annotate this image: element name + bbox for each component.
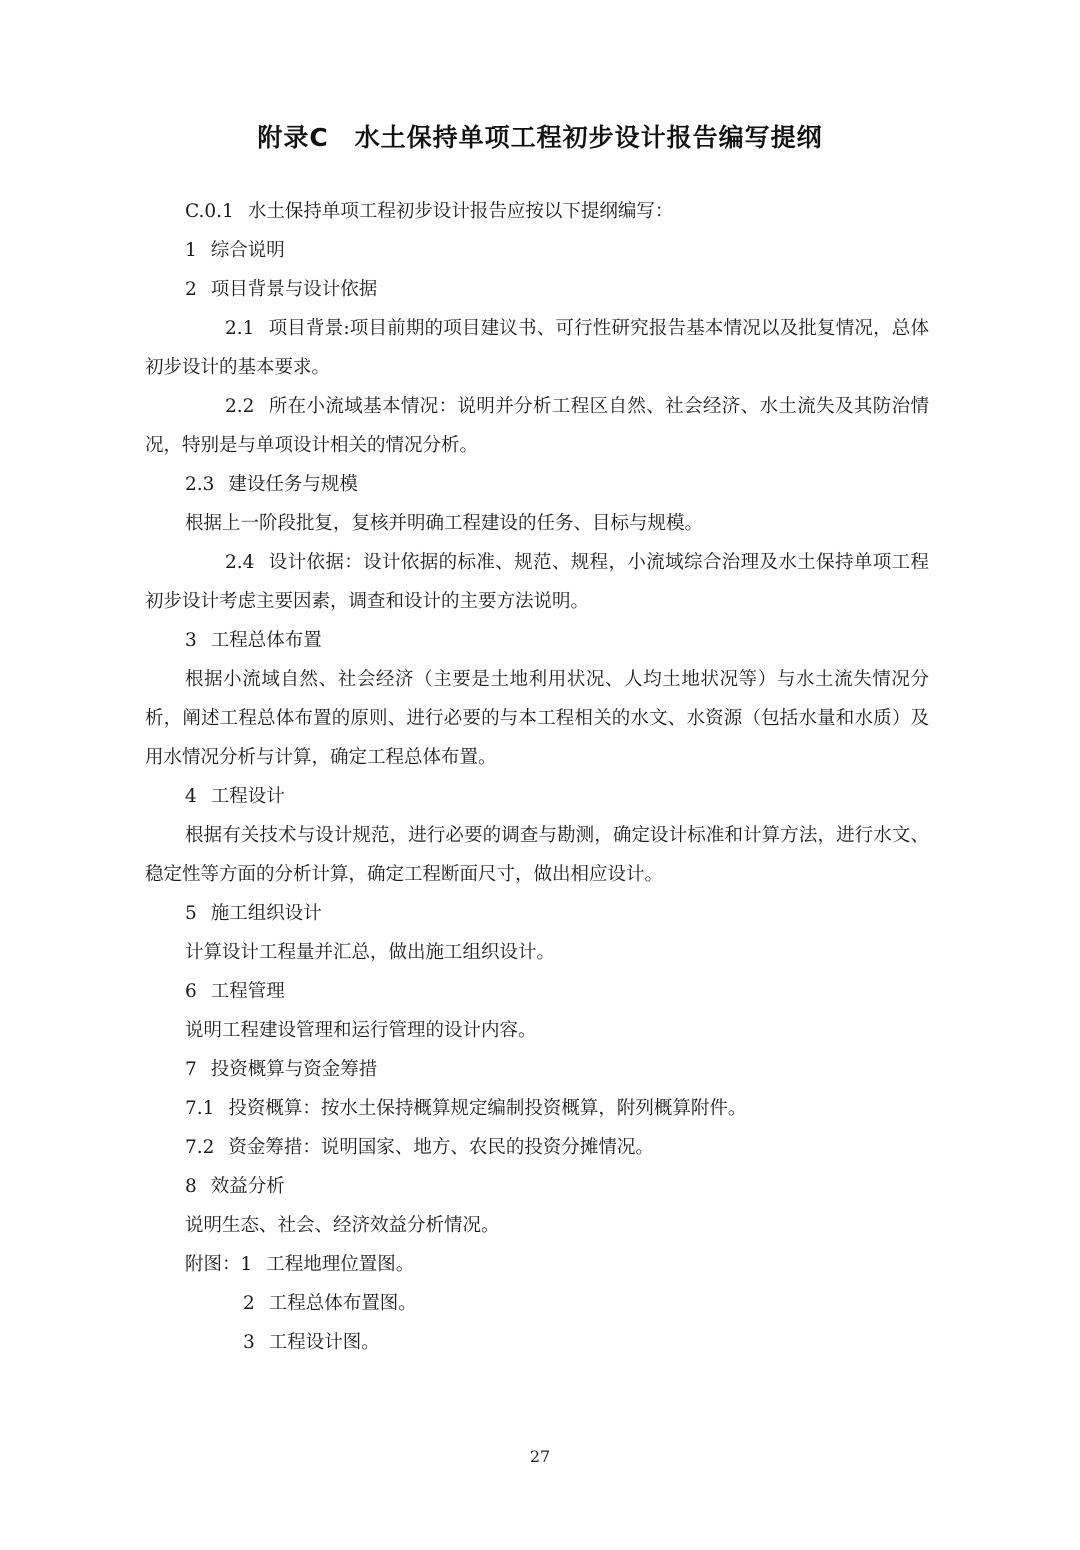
appendix-figure-3: [145, 1323, 929, 1362]
section-number: 2: [185, 279, 197, 300]
section-8: [145, 1167, 929, 1206]
appendix-item-number: 1: [240, 1254, 253, 1275]
title-text: 水土保持单项工程初步设计报告编写提纲: [354, 123, 823, 152]
appendix-figure-2: [145, 1284, 929, 1323]
subsection-text: 投资概算：按水土保持概算规定编制投资概算，附列概算附件。: [228, 1098, 747, 1119]
section-number: 8: [185, 1176, 197, 1197]
subsection-2-3: [145, 465, 929, 504]
section-number: 4: [185, 786, 197, 807]
page-number: 27: [529, 1447, 551, 1466]
appendix-item-text: 工程总体布置图。: [268, 1293, 417, 1314]
title-prefix: 附录C: [257, 123, 329, 152]
page-title: [0, 118, 1080, 154]
section-title: 综合说明: [210, 240, 285, 261]
subsection-text: 资金筹措：说明国家、地方、农民的投资分摊情况。: [228, 1137, 654, 1158]
subsection-number: 2.2: [225, 396, 255, 417]
subsection-number: 7.1: [185, 1098, 215, 1119]
appendix-item-text: 工程设计图。: [268, 1332, 380, 1353]
clause-text: 水土保持单项工程初步设计报告应按以下提纲编写：: [247, 201, 674, 222]
subsection-2-2: [145, 387, 929, 465]
section-title: 工程总体布置: [210, 630, 322, 651]
section-1: [145, 231, 929, 270]
document-body: [145, 192, 929, 1362]
subsection-number: 2.4: [225, 552, 255, 573]
subsection-2-3-body: 根据上一阶段批复，复核并明确工程建设的任务、目标与规模。: [185, 513, 704, 534]
section-2: [145, 270, 929, 309]
section-title: 施工组织设计: [210, 903, 322, 924]
section-5-body: 计算设计工程量并汇总，做出施工组织设计。: [185, 942, 556, 963]
section-7: [145, 1050, 929, 1089]
section-8-body: 说明生态、社会、经济效益分析情况。: [185, 1215, 500, 1236]
subsection-2-4: [145, 543, 929, 621]
section-3: [145, 621, 929, 660]
section-title: 效益分析: [210, 1176, 285, 1197]
section-title: 项目背景与设计依据: [210, 279, 378, 300]
section-number: 3: [185, 630, 197, 651]
section-number: 6: [185, 981, 197, 1002]
section-6-body: 说明工程建设管理和运行管理的设计内容。: [185, 1020, 537, 1041]
subsection-text: 设计依据：设计依据的标准、规范、规程，小流域综合治理及水土保持单项工程初步设计考虑主要因素，调查和设计的主要方法说明。: [145, 552, 929, 612]
subsection-text: 所在小流域基本情况：说明并分析工程区自然、社会经济、水土流失及其防治情况，特别是与单项设计相关的情况分析。: [145, 396, 929, 456]
section-4: [145, 777, 929, 816]
subsection-text: 项目背景:项目前期的项目建议书、可行性研究报告基本情况以及批复情况，总体初步设计的基本要求。: [145, 318, 929, 378]
subsection-2-1: [145, 309, 929, 387]
appendix-item-text: 工程地理位置图。: [266, 1254, 415, 1275]
section-number: 5: [185, 903, 197, 924]
appendix-item-number: 2: [243, 1293, 255, 1314]
section-number: 1: [185, 240, 197, 261]
subsection-number: 2.1: [225, 318, 255, 339]
subsection-7-1: [145, 1089, 929, 1128]
subsection-title: 建设任务与规模: [228, 474, 358, 495]
appendix-item-number: 3: [243, 1332, 255, 1353]
section-title: 投资概算与资金筹措: [210, 1059, 378, 1080]
subsection-number: 7.2: [185, 1137, 215, 1158]
section-number: 7: [185, 1059, 197, 1080]
appendix-figure-1: [145, 1245, 929, 1284]
section-4-body: 根据有关技术与设计规范，进行必要的调查与勘测，确定设计标准和计算方法，进行水文、稳定性等方面的分析计算，确定工程断面尺寸，做出相应设计。: [145, 825, 929, 885]
subsection-7-2: [145, 1128, 929, 1167]
section-title: 工程设计: [210, 786, 285, 807]
section-5: [145, 894, 929, 933]
clause-number: C.0.1: [185, 201, 234, 222]
section-6: [145, 972, 929, 1011]
section-title: 工程管理: [210, 981, 285, 1002]
section-3-body: 根据小流域自然、社会经济（主要是土地利用状况、人均土地状况等）与水土流失情况分析，阐述工程总体布置的原则、进行必要的与本工程相关的水文、水资源（包括水量和水质）及用水情况分析与计算，确定工程总体布置。: [145, 669, 929, 768]
appendix-label: 附图：: [185, 1254, 241, 1275]
clause-intro: [145, 192, 929, 231]
subsection-number: 2.3: [185, 474, 215, 495]
